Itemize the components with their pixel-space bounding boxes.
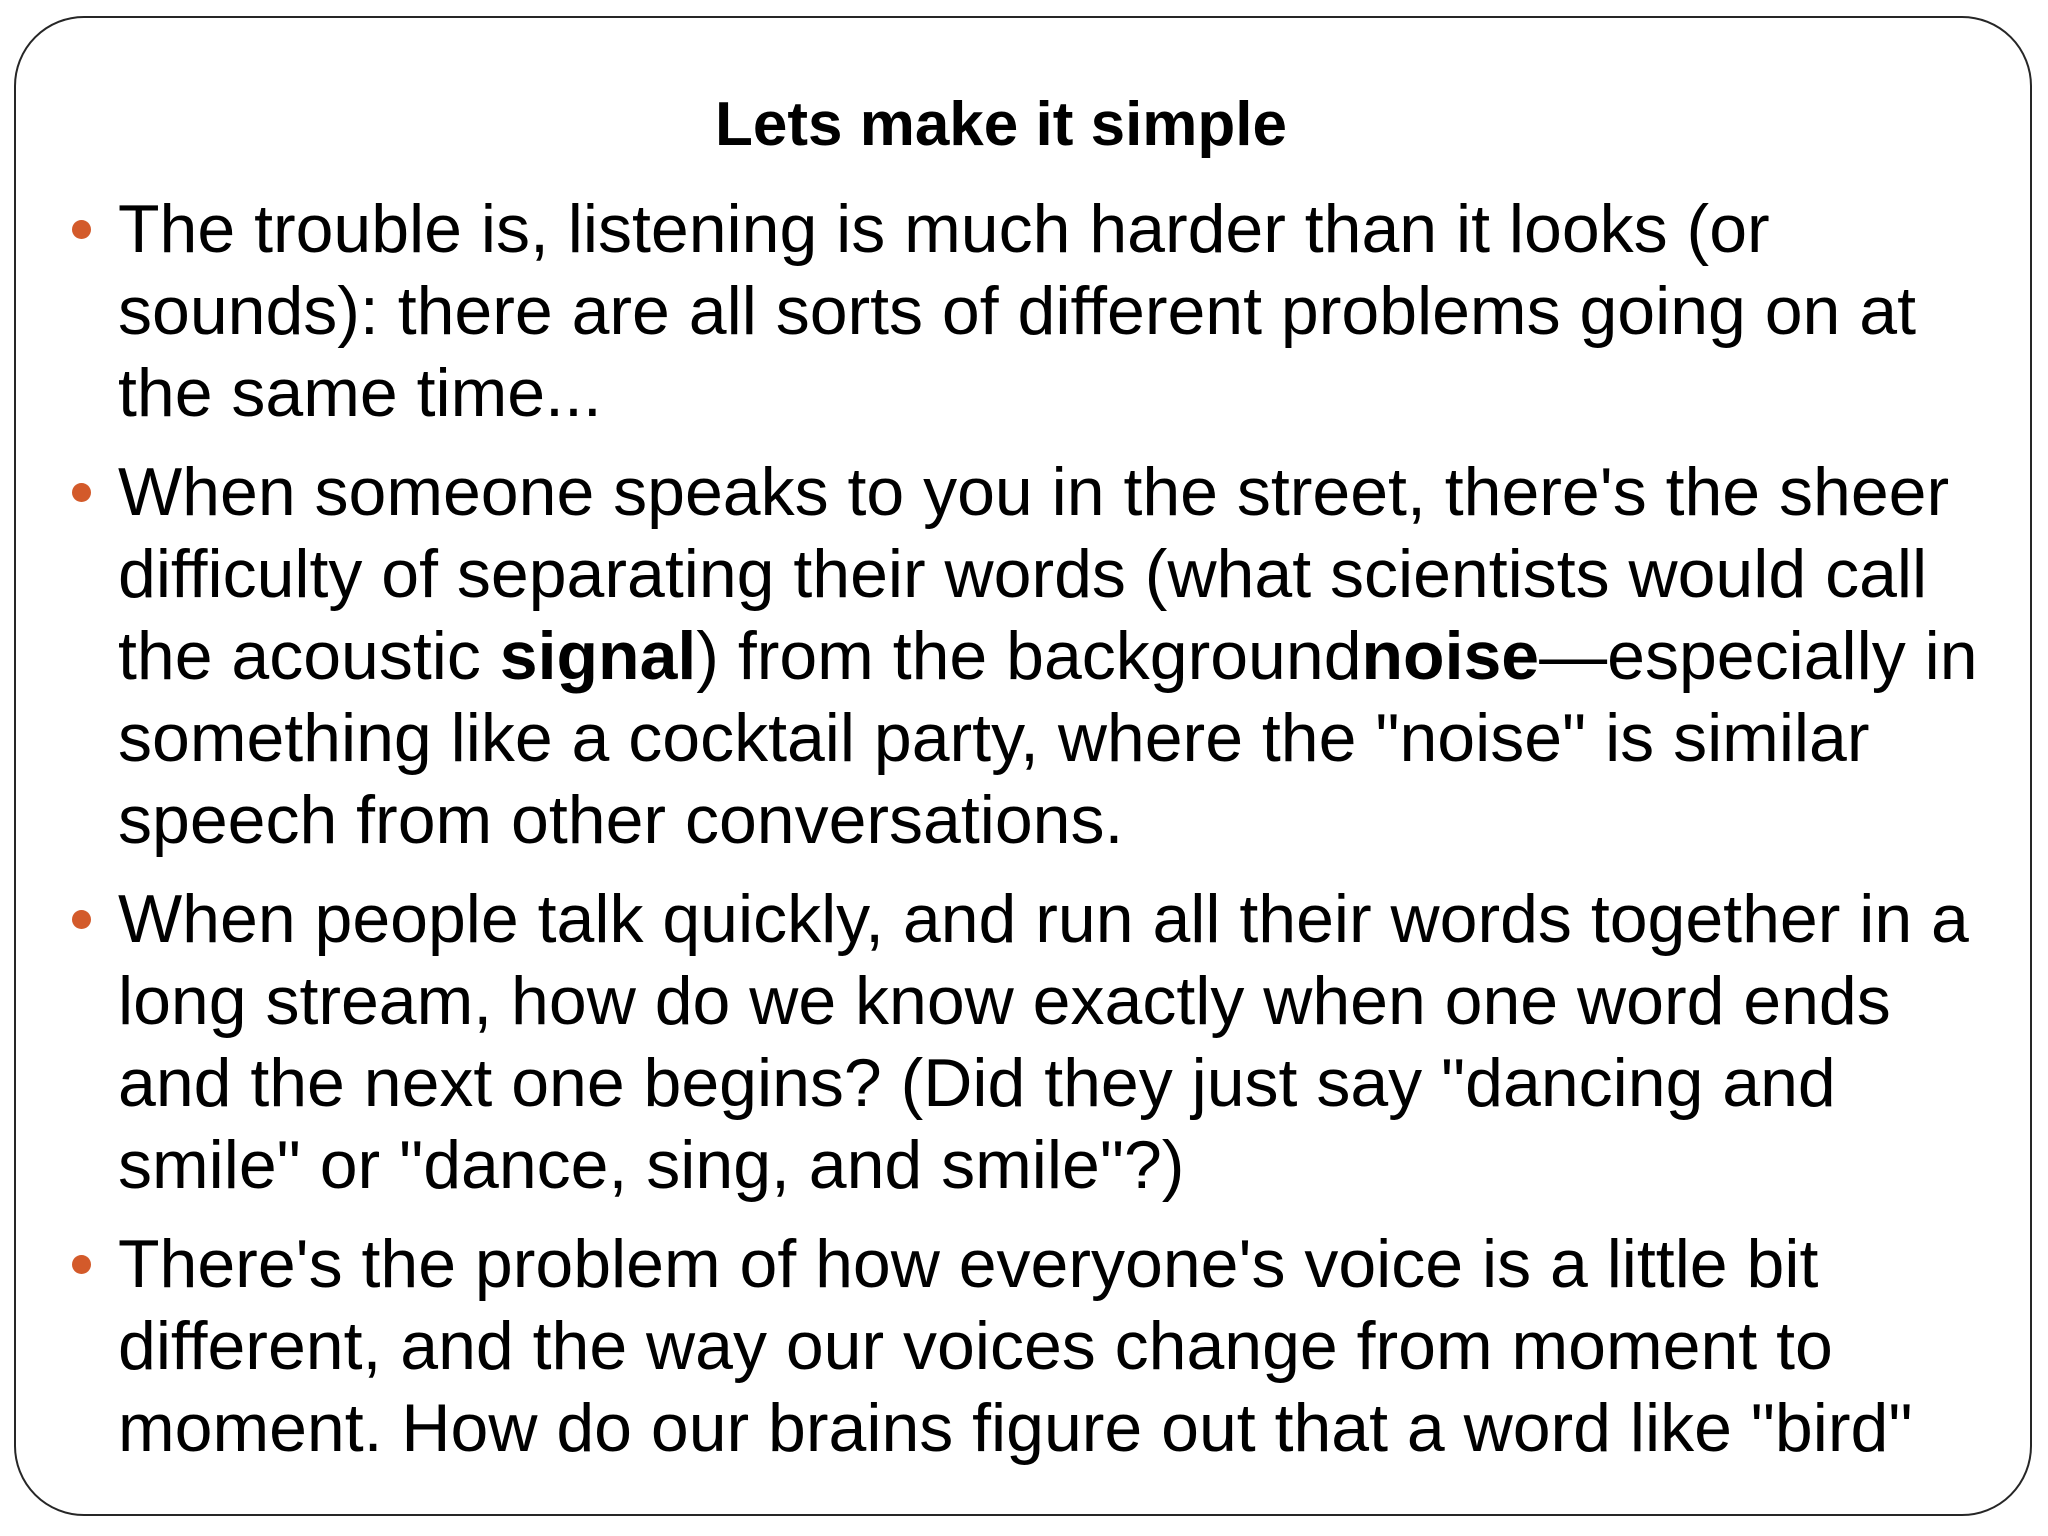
bold-term-signal: signal bbox=[499, 618, 697, 694]
bullet-text-part: When someone speaks to you in the street, there's the sheer difficulty of separating their words (what scientists would call the acoustic bbox=[118, 454, 1950, 694]
bullet-text-part: —especially in something like a cocktail party, where the "noise" is similar speech from other conversations. bbox=[118, 618, 1978, 858]
bullet-text: There's the problem of how everyone's voice is a little bit different, and the way our voices change from moment to moment. How do our brains figure out that a word like "bird" bbox=[118, 1226, 1913, 1466]
bullet-item-4 bbox=[118, 1223, 1998, 1469]
slide-title: Lets make it simple bbox=[714, 90, 1288, 159]
bullet-list bbox=[118, 188, 1998, 1486]
bullet-dot-icon bbox=[72, 220, 91, 239]
bullet-text-part: ) from the background bbox=[696, 618, 1362, 694]
slide-frame bbox=[14, 16, 2032, 1516]
bullet-item-3 bbox=[118, 878, 1998, 1206]
bullet-text: When people talk quickly, and run all their words together in a long stream, how do we know exactly when one word ends and the next one begins? (Did they just say "dancing and smile" or "dance, sing, and smile"?) bbox=[118, 881, 1969, 1203]
bullet-dot-icon bbox=[72, 1255, 91, 1274]
bullet-item-2 bbox=[118, 451, 1998, 861]
bullet-dot-icon bbox=[72, 483, 91, 502]
bullet-dot-icon bbox=[72, 910, 91, 929]
bullet-text: The trouble is, listening is much harder than it looks (or sounds): there are all sorts of different problems going on at the same time... bbox=[118, 191, 1916, 431]
bullet-item-1 bbox=[118, 188, 1998, 434]
bold-term-noise: noise bbox=[1361, 618, 1540, 694]
